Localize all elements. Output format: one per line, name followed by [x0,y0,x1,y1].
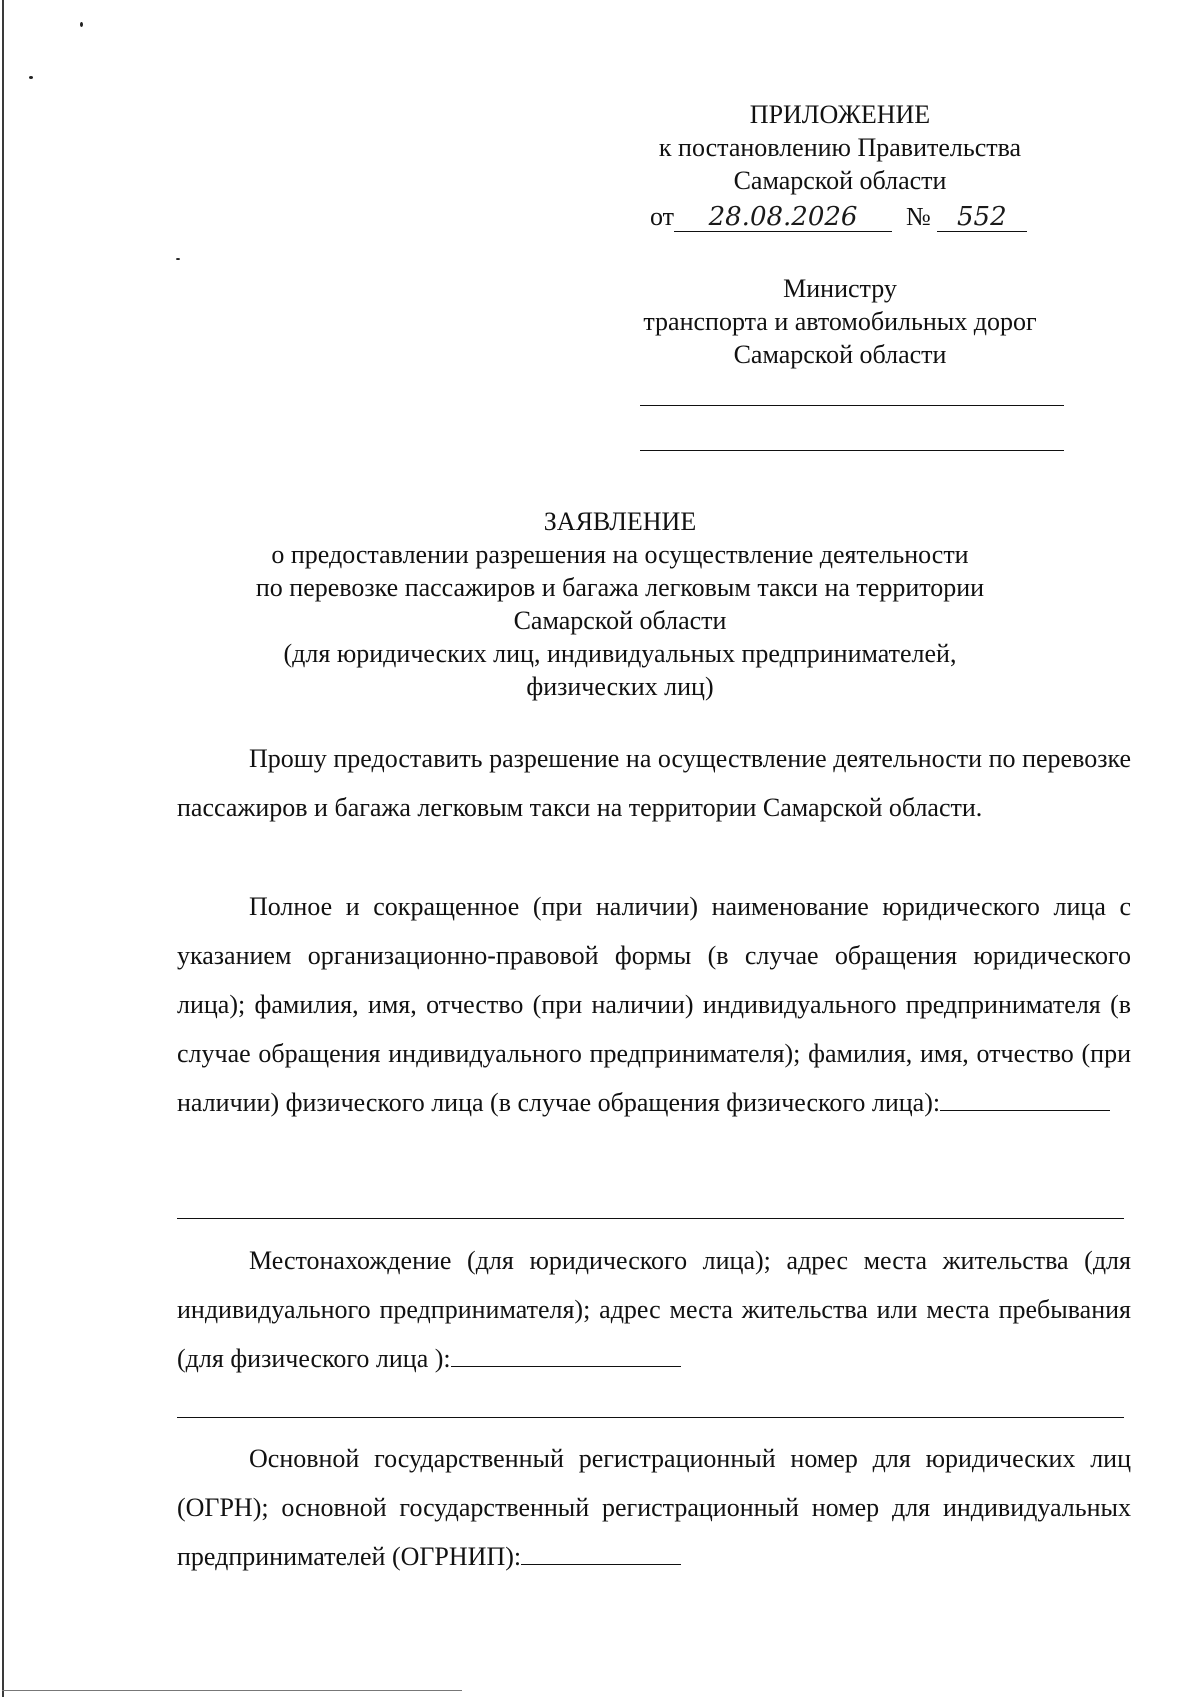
name-field-continuation[interactable] [177,1218,1124,1219]
recipient-block [620,272,1060,371]
handwritten-number: 552 [957,202,1007,232]
address-field-continuation[interactable] [177,1417,1124,1418]
ogrn-paragraph [177,1434,1131,1581]
appendix-line-2: Самарской области [733,166,947,195]
recipient-blank-line-2[interactable] [640,450,1064,451]
date-prefix: от [650,202,675,231]
handwritten-date: 28.08.2026 [708,202,858,232]
ogrn-text: Основной государственный регистрационный номер для юридических лиц (ОГРН); основной государственный регистрационный номер для индивидуальных предпринимателей (ОГРНИП): [177,1444,1131,1571]
appendix-heading: ПРИЛОЖЕНИЕ [749,100,931,129]
title-line-2: по перевозке пассажиров и багажа легковым такси на территории [255,573,985,602]
number-field [937,203,1027,232]
recipient-line-3: Самарской области [733,340,947,369]
ogrn-field[interactable] [521,1542,681,1565]
title-line-3: Самарской области [513,606,727,635]
recipient-line-1: Министру [783,274,897,303]
title-line-5: физических лиц) [526,672,714,701]
title-line-4: (для юридических лиц, индивидуальных предпринимателей, [283,639,957,668]
page-edge-bottom [2,1690,462,1691]
scan-speck [80,22,83,27]
recipient-blank-line-1[interactable] [640,405,1064,406]
title-line-1: о предоставлении разрешения на осуществление деятельности [271,540,969,569]
address-text: Местонахождение (для юридического лица); адрес места жительства (для индивидуального предпринимателя); адрес места жительства или места пребывания (для физического лица ): [177,1246,1131,1373]
page-edge [2,0,4,1697]
appendix-header [620,98,1060,197]
decree-date-number [650,200,1027,233]
request-text: Прошу предоставить разрешение на осуществление деятельности по перевозке пассажиров и багажа легковым такси на территории Самарской области. [177,744,1131,822]
request-paragraph [177,734,1131,832]
scan-speck [29,76,33,79]
number-prefix: № [906,202,931,231]
scan-speck [176,258,180,260]
name-field[interactable] [940,1088,1110,1111]
application-title [140,505,1100,703]
appendix-line-1: к постановлению Правительства [658,133,1022,162]
title-heading: ЗАЯВЛЕНИЕ [543,507,697,536]
recipient-line-2: транспорта и автомобильных дорог [643,307,1037,336]
name-paragraph [177,882,1131,1127]
address-field[interactable] [451,1344,681,1367]
date-field [674,203,892,232]
name-text: Полное и сокращенное (при наличии) наименование юридического лица с указанием организационно-правовой формы (в случае обращения юридического лица); фамилия, имя, отчество (при наличии) индивидуального предпринимателя (в случае обращения индивидуального предпринимателя); фамилия, имя, отчество (при наличии) физического лица (в случае обращения физического лица): [177,892,1131,1117]
address-paragraph [177,1236,1131,1383]
